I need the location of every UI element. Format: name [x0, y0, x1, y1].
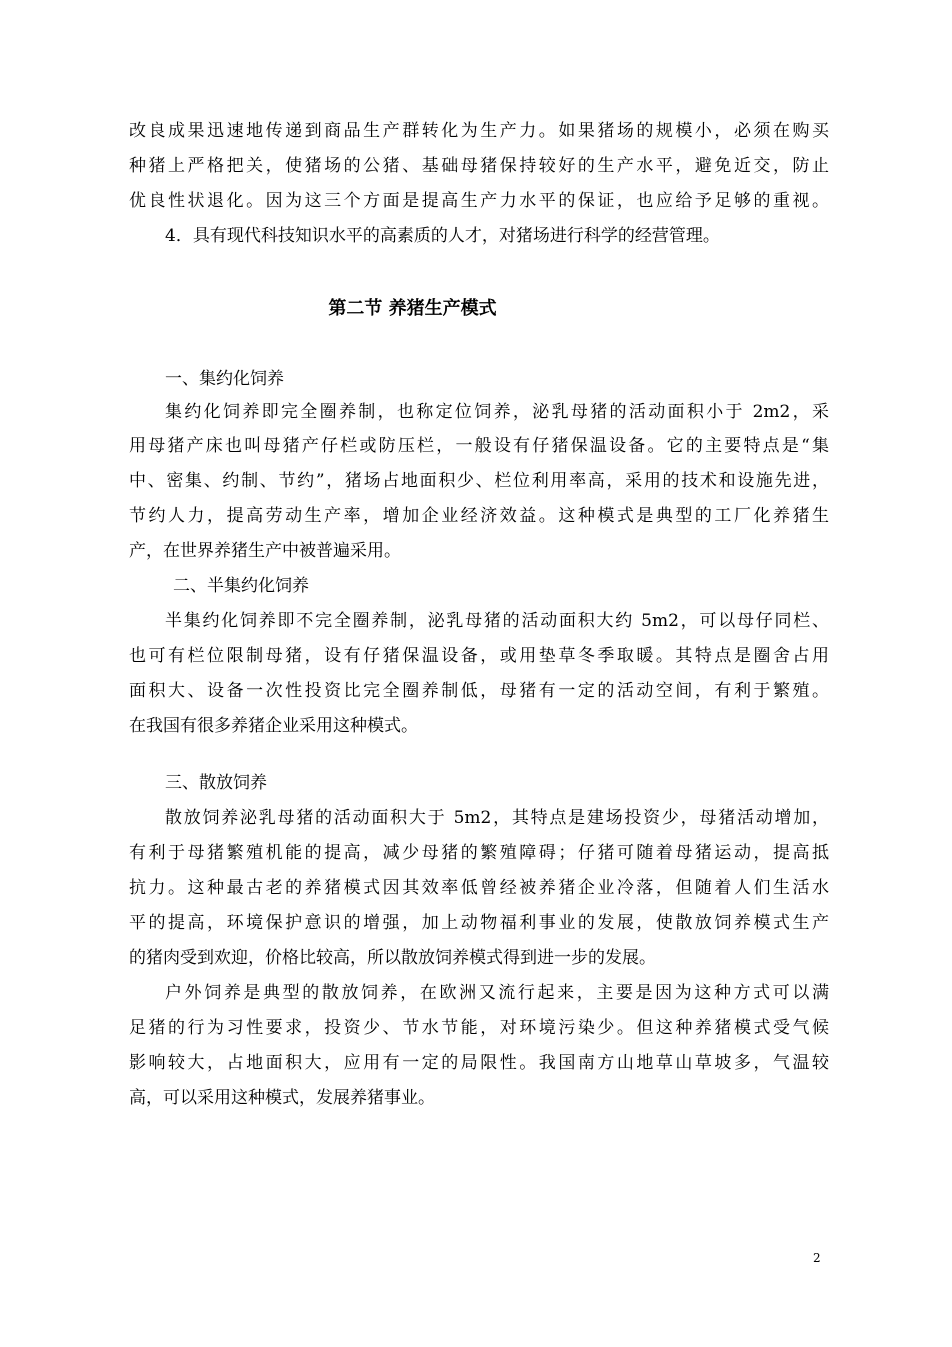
list-item-4: 4．具有现代科技知识水平的高素质的人才，对猪场进行科学的经营管理。 [165, 226, 720, 246]
paragraph-line: 高，可以采用这种模式，发展养猪事业。 [129, 1088, 435, 1108]
paragraph-line: 的猪肉受到欢迎，价格比较高，所以散放饲养模式得到进一步的发展。 [129, 948, 656, 968]
subsection-heading-1: 一、集约化饲养 [165, 369, 284, 389]
subsection-heading-2: 二、半集约化饲养 [173, 576, 309, 596]
subsection-heading-3: 三、散放饲养 [165, 773, 267, 793]
paragraph-line: 优良性状退化。因为这三个方面是提高生产力水平的保证，也应给予足够的重视。 [129, 191, 829, 211]
paragraph-line: 集约化饲养即完全圈养制，也称定位饲养，泌乳母猪的活动面积小于 2m2，采 [165, 402, 829, 422]
paragraph-line: 节约人力，提高劳动生产率，增加企业经济效益。这种模式是典型的工厂化养猪生 [129, 506, 829, 526]
paragraph-line: 平的提高，环境保护意识的增强，加上动物福利事业的发展，使散放饲养模式生产 [129, 913, 829, 933]
paragraph-line: 也可有栏位限制母猪，设有仔猪保温设备，或用垫草冬季取暖。其特点是圈舍占用 [129, 646, 829, 666]
paragraph-line: 户外饲养是典型的散放饲养，在欧洲又流行起来，主要是因为这种方式可以满 [165, 983, 829, 1003]
paragraph-line: 有利于母猪繁殖机能的提高，减少母猪的繁殖障碍；仔猪可随着母猪运动，提高抵 [129, 843, 829, 863]
paragraph-line: 影响较大，占地面积大，应用有一定的局限性。我国南方山地草山草坡多，气温较 [129, 1053, 829, 1073]
paragraph-line: 面积大、设备一次性投资比完全圈养制低，母猪有一定的活动空间，有利于繁殖。 [129, 681, 829, 701]
paragraph-line: 产，在世界养猪生产中被普遍采用。 [129, 541, 401, 561]
paragraph-line: 用母猪产床也叫母猪产仔栏或防压栏，一般设有仔猪保温设备。它的主要特点是“集 [129, 436, 829, 456]
paragraph-line: 在我国有很多养猪企业采用这种模式。 [129, 716, 418, 736]
paragraph-line: 足猪的行为习性要求，投资少、节水节能，对环境污染少。但这种养猪模式受气候 [129, 1018, 829, 1038]
paragraph-line: 半集约化饲养即不完全圈养制，泌乳母猪的活动面积大约 5m2，可以母仔同栏、 [165, 611, 829, 631]
section-title: 第二节 养猪生产模式 [328, 298, 497, 319]
page-number: 2 [813, 1251, 821, 1265]
paragraph-line: 散放饲养泌乳母猪的活动面积大于 5m2，其特点是建场投资少，母猪活动增加， [165, 808, 829, 828]
paragraph-line: 抗力。这种最古老的养猪模式因其效率低曾经被养猪企业冷落，但随着人们生活水 [129, 878, 829, 898]
paragraph-line: 改良成果迅速地传递到商品生产群转化为生产力。如果猪场的规模小，必须在购买 [129, 121, 829, 141]
paragraph-line: 中、密集、约制、节约”，猪场占地面积少、栏位利用率高，采用的技术和设施先进， [129, 471, 829, 491]
paragraph-line: 种猪上严格把关，使猪场的公猪、基础母猪保持较好的生产水平，避免近交，防止 [129, 156, 829, 176]
